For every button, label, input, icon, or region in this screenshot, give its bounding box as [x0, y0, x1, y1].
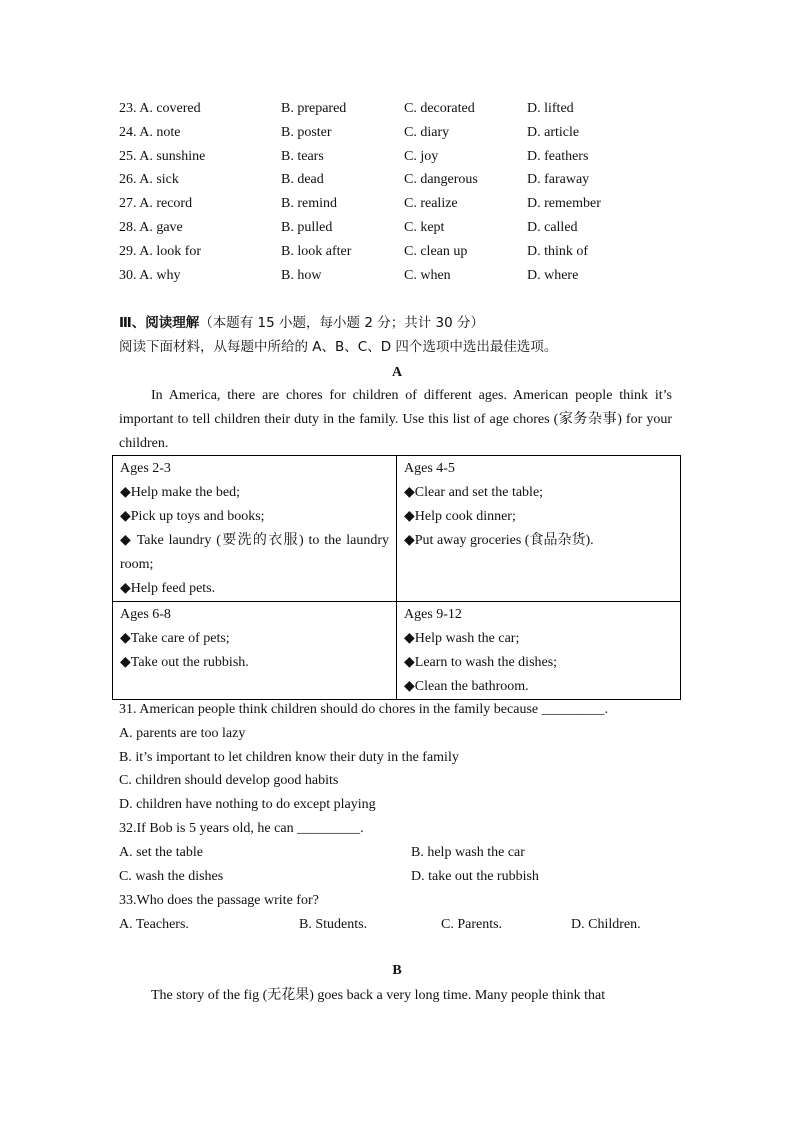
cloze-option-d: D. think of [527, 243, 589, 259]
question-33-stem: 33.Who does the passage write for? [119, 893, 319, 908]
passage-b-label: B [392, 963, 402, 978]
cell-ages-2-3 [113, 456, 397, 602]
cell-heading: Ages 9-12 [404, 607, 462, 622]
question-31-stem: 31. American people think children should do chores in the family because _________. [119, 702, 609, 717]
cloze-option-c: C. clean up [404, 243, 468, 259]
cell-heading: Ages 6-8 [120, 607, 171, 622]
cloze-option-b: B. how [281, 267, 322, 283]
question-32-option-b: B. help wash the car [411, 845, 525, 860]
question-32-option-d: D. take out the rubbish [411, 869, 539, 884]
cloze-option-c: C. kept [404, 220, 445, 235]
chore-item: ◆Help feed pets. [120, 581, 216, 596]
chore-item: ◆Help wash the car; [404, 631, 520, 646]
chore-item: ◆Pick up toys and books; [120, 509, 265, 524]
question-33-option-c: C. Parents. [441, 917, 503, 932]
question-33-option-b: B. Students. [299, 917, 368, 932]
passage-a-intro-text: In America, there are chores for children of different ages. American people think it’s important to tell children their duty in the family. Use this list of age chores (家务杂事) for your children. [119, 388, 672, 451]
chore-item: ◆Help cook dinner; [404, 509, 516, 524]
chore-item: ◆Take care of pets; [120, 631, 230, 646]
question-31-option-b: B. it’s important to let children know their duty in the family [119, 750, 459, 765]
cloze-option-b: B. dead [281, 172, 324, 188]
question-32-option-a: A. set the table [119, 845, 203, 860]
cloze-option-d: D. feathers [527, 148, 589, 164]
cell-ages-4-5 [397, 456, 681, 602]
cloze-option-a: 26. A. sick [119, 172, 179, 188]
cloze-option-row [119, 265, 679, 287]
chore-item: ◆Clear and set the table; [404, 485, 544, 500]
cloze-option-c: C. dangerous [404, 172, 478, 188]
cell-ages-9-12 [397, 602, 681, 700]
cloze-option-c: C. diary [404, 124, 450, 140]
question-31-option-a: A. parents are too lazy [119, 726, 246, 741]
cloze-option-row [119, 122, 679, 144]
cloze-option-b: B. tears [281, 148, 324, 164]
cloze-option-a: 24. A. note [119, 124, 181, 140]
age-chores-table [112, 455, 681, 700]
section-heading [119, 312, 484, 334]
cloze-option-d: D. faraway [527, 172, 590, 188]
chore-item: ◆Help make the bed; [120, 485, 241, 500]
chore-item: ◆Put away groceries (食品杂货). [404, 533, 594, 548]
passage-b-text [119, 984, 672, 1008]
cloze-option-b: B. pulled [281, 220, 333, 235]
cloze-option-d: D. called [527, 220, 578, 235]
cloze-option-d: D. remember [527, 196, 601, 212]
cloze-option-b: B. remind [281, 196, 337, 212]
chore-item: ◆Learn to wash the dishes; [404, 655, 558, 670]
cloze-option-row [119, 98, 679, 120]
cloze-option-c: C. joy [404, 148, 439, 164]
cloze-option-d: D. lifted [527, 101, 574, 116]
cloze-option-row [119, 217, 679, 239]
cell-heading: Ages 2-3 [120, 461, 171, 476]
question-31-option-d: D. children have nothing to do except playing [119, 797, 376, 812]
cloze-option-b: B. poster [281, 124, 332, 140]
cloze-option-d: D. article [527, 124, 580, 140]
cloze-option-a: 23. A. covered [119, 101, 201, 116]
cloze-option-a: 27. A. record [119, 196, 193, 212]
section-instruction: 阅读下面材料，从每题中所给的 A、B、C、D 四个选项中选出最佳选项。 [119, 339, 558, 355]
cell-heading: Ages 4-5 [404, 461, 455, 476]
chore-item: ◆Take out the rubbish. [120, 655, 249, 670]
cloze-option-row [119, 169, 679, 191]
cloze-option-c: C. when [404, 267, 451, 283]
passage-a-label: A [391, 365, 403, 380]
question-33-option-d: D. Children. [571, 917, 641, 932]
cloze-option-a: 25. A. sunshine [119, 148, 206, 164]
passage-a-intro [119, 384, 672, 456]
question-31-option-c: C. children should develop good habits [119, 773, 339, 788]
cloze-option-a: 28. A. gave [119, 220, 183, 235]
chore-item: ◆Clean the bathroom. [404, 679, 529, 694]
cloze-option-a: 30. A. why [119, 267, 181, 283]
cloze-option-row [119, 241, 679, 263]
cloze-option-b: B. look after [281, 243, 352, 259]
question-33-option-a: A. Teachers. [119, 917, 189, 932]
section-number: Ⅲ、阅读理解 [119, 315, 200, 331]
cloze-option-c: C. decorated [404, 101, 475, 116]
cloze-option-row [119, 193, 679, 215]
cell-ages-6-8 [113, 602, 397, 700]
question-32-option-c: C. wash the dishes [119, 869, 224, 884]
question-32-stem: 32.If Bob is 5 years old, he can _________. [119, 821, 364, 836]
cloze-option-b: B. prepared [281, 101, 347, 116]
passage-b-first-line: The story of the fig (无花果) goes back a very long time. Many people think that [151, 988, 606, 1003]
section-scoring: （本题有 15 小题，每小题 2 分；共计 30 分） [199, 315, 484, 331]
chore-item: ◆ Take laundry (要洗的衣服) to the laundry room; [120, 533, 389, 572]
cloze-option-c: C. realize [404, 196, 458, 212]
cloze-option-a: 29. A. look for [119, 243, 202, 259]
cloze-option-row [119, 146, 679, 168]
cloze-option-d: D. where [527, 267, 579, 283]
